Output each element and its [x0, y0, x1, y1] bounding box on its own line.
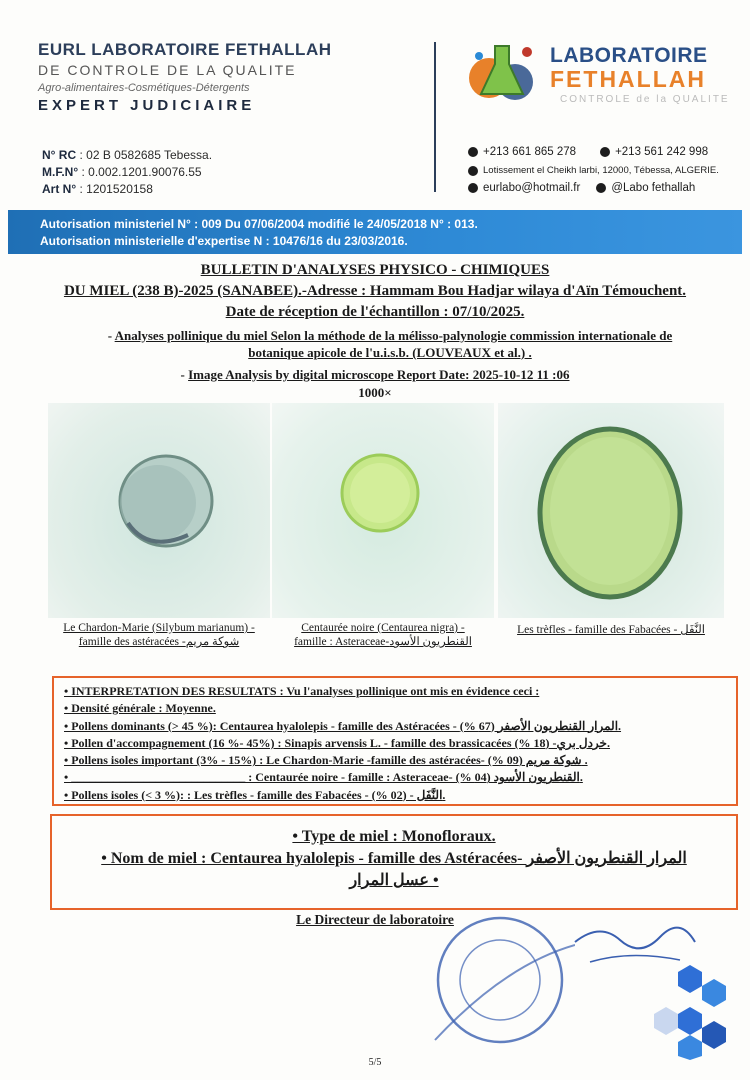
honey-name: • Nom de miel : Centaurea hyalolepis - famille des Astéracées- المرار القنطريون الأصفر [101, 850, 687, 867]
pollen-image-centauree-noire [272, 403, 494, 618]
caption-centauree-noire: Centaurée noire (Centaurea nigra) - famille : Asteraceae-القنطريون الأسود [294, 622, 472, 648]
laboratory-stamp [425, 905, 575, 1055]
method-line-1: Analyses pollinique du miel Selon la méthode de la mélisso-palynologie commission internationale de [114, 328, 673, 343]
interp-accompagnement: • Pollen d'accompagnement (16 %- 45%) : Sinapis arvensis L. - famille des brassicacées خردل بري- (18 %). [64, 735, 610, 750]
header-divider [434, 42, 436, 192]
logo-title-fethallah: FETHALLAH [550, 66, 706, 92]
interp-isoles: • Pollens isoles (< 3 %): : Les trèfles - famille des Fabacées - النَّفَل - (02 %). [64, 787, 446, 802]
authorization-line-2: Autorisation ministerielle d'expertise N : 10476/16 du 23/03/2016. [40, 234, 408, 248]
document-subtitle: DU MIEL (238 B)-2025 (SANABEE).-Adresse : Hammam Bou Hadjar wilaya d'Aïn Témouchent. [63, 283, 687, 299]
lab-tagline: Agro-alimentaires-Cosmétiques-Détergents [38, 82, 250, 94]
page-number: 5/5 [368, 1057, 382, 1068]
whatsapp-icon [468, 147, 478, 157]
lab-name: EURL LABORATOIRE FETHALLAH [38, 40, 332, 59]
rc-value: : 02 B 0582685 Tebessa. [79, 148, 213, 162]
art-line [42, 182, 153, 196]
honey-type-box [50, 814, 738, 910]
rc-label: N° RC [42, 148, 77, 162]
lab-expert-title: EXPERT JUDICIAIRE [38, 97, 256, 114]
email: eurlabo@hotmail.fr [483, 182, 581, 194]
interp-isoles-important: • Pollens isoles important (3% - 15%) : Le Chardon-Marie -famille des astéracées- شوكة مريم (09 %) . [64, 753, 588, 768]
interp-centauree: • _____________________________ : Centaurée noire - famille : Asteraceae- القنطريون الأسود (04 %). [64, 770, 583, 785]
report-date: Image Analysis by digital microscope Report Date: 2025-10-12 11 :06 [188, 367, 570, 382]
logo-title-laboratoire: LABORATOIRE [550, 44, 708, 67]
mf-line [42, 165, 202, 179]
rc-line [42, 148, 212, 162]
location-icon [468, 166, 478, 176]
mf-value: : 0.002.1201.90076.55 [81, 165, 202, 179]
honey-type: • Type de miel : Monofloraux. [292, 828, 496, 845]
viber-icon [600, 147, 610, 157]
authorization-band [8, 210, 742, 254]
interp-dominant: • Pollens dominants (> 45 %): Centaurea hyalolepis - famille des Astéracées - المرار القنطريون الأصفر (67 %). [64, 718, 622, 733]
authorization-line-1: Autorisation ministeriel N° : 009 Du 07/06/2004 modifié le 24/05/2018 N° : 013. [40, 217, 478, 231]
art-label: Art N° [42, 182, 77, 196]
pollen-image-trefles [498, 403, 724, 618]
interp-density: • Densité générale : Moyenne. [64, 701, 216, 716]
lab-subtitle: DE CONTROLE DE LA QUALITE [38, 62, 297, 78]
address: Lotissement el Cheikh larbi, 12000, Tébessa, ALGERIE. [483, 165, 719, 176]
hexagon-decoration-icon [640, 960, 740, 1060]
logo-subtitle: CONTROLE de la QUALITE [560, 94, 730, 105]
pollen-image-chardon-marie [48, 403, 270, 618]
email-line [468, 182, 695, 194]
document-title: BULLETIN D'ANALYSES PHYSICO - CHIMIQUES [200, 262, 550, 278]
honey-name-arabic: عسل المرار • [349, 872, 439, 889]
report-date-bullet: - Image Analysis by digital microscope Report Date: 2025-10-12 11 :06 [180, 367, 570, 382]
method-bullet: - Analyses pollinique du miel Selon la méthode de la mélisso-palynologie commission internationale de botanique apicole de l'u.i.s.b. (LOUVEAUX et al.) . [107, 328, 673, 360]
phone-line [468, 146, 708, 158]
lab-logo-flask-icon [465, 38, 543, 108]
phone-2: +213 561 242 998 [615, 146, 709, 158]
art-value: : 1201520158 [79, 182, 153, 196]
mail-icon [468, 183, 478, 193]
phone-1: +213 661 865 278 [483, 146, 577, 158]
address-line [468, 165, 719, 176]
caption-trefles: Les trèfles - famille des Fabacées - النَّفَل [517, 624, 705, 636]
magnification: 1000× [358, 385, 392, 400]
director-label: Le Directeur de laboratoire [296, 912, 454, 927]
interpretation-box [52, 676, 738, 806]
mf-label: M.F.N° [42, 165, 79, 179]
facebook-handle: @Labo fethallah [611, 182, 696, 194]
interp-heading: • INTERPRETATION DES RESULTATS : Vu l'analyses pollinique ont mis en évidence ceci : [64, 684, 540, 698]
method-line-2: botanique apicole de l'u.i.s.b. (LOUVEAUX et al.) . [248, 345, 532, 360]
facebook-icon [596, 183, 606, 193]
caption-chardon-marie: Le Chardon-Marie (Silybum marianum) - famille des astéracées -شوكة مريم [63, 622, 255, 648]
reception-date: Date de réception de l'échantillon : 07/10/2025. [225, 304, 525, 320]
